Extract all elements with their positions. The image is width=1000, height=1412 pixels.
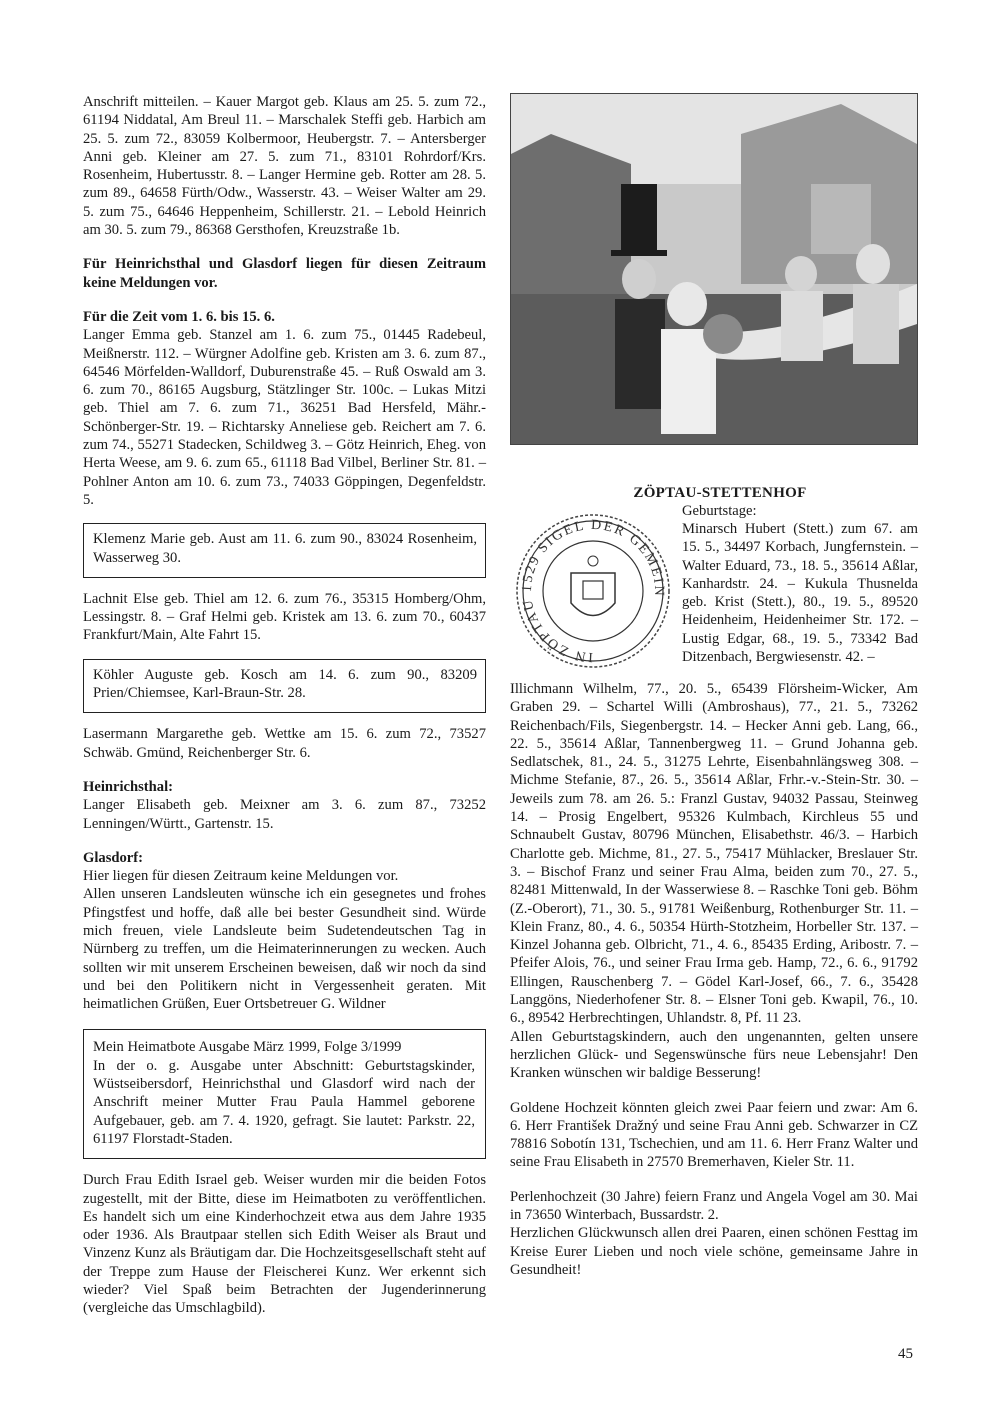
- golden-wedding-paragraph: Goldene Hochzeit könnten gleich zwei Paar feiern und zwar: Am 6. 6. Herr František Dražný und seine Frau Anni geb. Schwarzer in CZ 78816 Sobotín 131, Tschechien, und am 11. 6. Herr Franz Walter und seine Frau Elisabeth in 27570 Bremerhaven, Kieler Str. 11.: [510, 1099, 918, 1171]
- right-column: [510, 680, 918, 1279]
- municipal-seal: [511, 503, 676, 673]
- birthday-list-june-2: Lachnit Else geb. Thiel am 12. 6. zum 76., 35315 Homberg/Ohm, Lessingstr. 8. – Graf Helmi geb. Kristek am 13. 6. zum 70., 60437 Frankfurt/Main, Alte Fahrt 15.: [83, 590, 486, 644]
- photo-description: Durch Frau Edith Israel geb. Weiser wurden mir die beiden Fotos zugestellt, mit der Bitte, diese im Heimatboten zu veröffentlichen. Es handelt sich um eine Kinderhochzeit etwa aus dem Jahre 1935 oder 1936. Als Brautpaar stellen sich Edith Weiser als Braut und Vinzenz Kunz als Bräutigam dar. Die Hochzeitsgesellschaft steht auf der Treppe zum Hause der Fleischerei Kunz. Wer erkennt sich wieder? Viel Spaß beim Betrachten der Jugenderinnerung (vergleiche das Umschlagbild).: [83, 1172, 486, 1317]
- birthday-list-stettenhof-start: Minarsch Hubert (Stett.) zum 67. am 15. 5., 34497 Korbach, Jungfernstein. – Walter Eduard, 73., 18. 5., 35614 Aßlar, Kanhardstr. 24. – Kukula Thusnelda geb. Krist (Stett.), 80., 19. 5., 89520 Heidenheim, Heidenheimer Str. 172. – Lustig Edgar, 68., 19. 5., 73342 Bad Ditzenbach, Bergwiesenstr. 42. –: [682, 521, 918, 666]
- birthdays-intro: [682, 502, 918, 520]
- correction-box: [83, 1029, 486, 1159]
- glasdorf-notice: Hier liegen für diesen Zeitraum keine Meldungen vor.: [83, 868, 399, 885]
- wishes-paragraph: Allen Geburtstagskindern, auch den ungenannten, gelten unsere herzlichen Glück- und Segenswünsche fürs neue Lebensjahr! Den Kranken wünschen wir baldige Besserung!: [510, 1028, 918, 1082]
- wedding-photo: [510, 93, 918, 445]
- correction-title: Mein Heimatbote Ausgabe März 1999, Folge 3/1999: [93, 1039, 402, 1056]
- greeting-paragraph: Allen unseren Landsleuten wünsche ich ein gesegnetes und frohes Pfingstfest und hoffe, daß alle bei bester Gesundheit sind. Würde mich freuen, viele Landsleute beim Sudetendeutschen Tag in Nürnberg zu treffen, um die Heimaterinnerungen zu wecken. Auch sollten wir mit unserem Erscheinen beweisen, daß wir noch da sind und bei den Politikern nicht in Vergessenheit geraten. Mit heimatlichen Grüßen, Euer Ortsbetreuer G. Wildner: [83, 886, 486, 1013]
- seal-image: [511, 503, 676, 673]
- svg-text:IN ZÖPTAU 1529 SIGEL DER GEMEI: [520, 518, 666, 664]
- congratulations-paragraph: Herzlichen Glückwunsch allen drei Paaren, einen schönen Festtag im Kreise Eurer Lieben und noch viele schöne, gemeinsame Jahre in Gesundheit!: [510, 1225, 918, 1278]
- page-number: 45: [898, 1346, 913, 1362]
- period-heading: Für die Zeit vom 1. 6. bis 15. 6.: [83, 308, 275, 325]
- section-heading-zoeptau: ZÖPTAU-STETTENHOF: [633, 485, 807, 501]
- correction-text: In der o. g. Ausgabe unter Abschnitt: Geburtstagskinder, Wüstseibersdorf, Heinrichsthal und Glasdorf wird nach der Anschrift meiner Mutter Frau Paula Hammel geborene Aufgebauer, geb. am 7. 4. 1920, gefragt. Sie lautet: Parkstr. 22, 61197 Florstadt-Staden.: [93, 1057, 475, 1147]
- heinrichsthal-entry: Langer Elisabeth geb. Meixner am 3. 6. zum 87., 73252 Lenningen/Württ., Gartenstr. 15.: [83, 797, 486, 832]
- highlight-box-koehler: [83, 659, 486, 714]
- left-column: [83, 93, 486, 1318]
- birthday-list-may: Anschrift mitteilen. – Kauer Margot geb. Klaus am 25. 5. zum 72., 61194 Niddatal, Am Breul 11. – Marschalek Steffi geb. Harbich am 25. 5. zum 72., 83059 Kolbermoor, Heubergstr. 7. – Antersberger Anni geb. Kleiner am 27. 5. zum 71., 83101 Rohrdorf/Krs. Rosenheim, Hubertusstr. 8. – Langer Hermine geb. Rotter am 28. 5. zum 89., 64658 Fürth/Odw., Wasserstr. 43. – Weiser Walter am 29. 5. zum 75., 64646 Heppenheim, Schillerstr. 21. – Lebold Heinrich am 30. 5. zum 79., 86368 Gersthofen, Kreuzstraße 1b.: [83, 94, 486, 239]
- box-text: Köhler Auguste geb. Kosch am 14. 6. zum 90., 83209 Prien/Chiemsee, Karl-Braun-Str. 28.: [93, 666, 477, 702]
- seal-ring-text: IN ZÖPTAU 1529 SIGEL DER GEMEIN: [519, 517, 667, 665]
- birthday-list-june: Langer Emma geb. Stanzel am 1. 6. zum 75., 01445 Radebeul, Meißnerstr. 112. – Würgner Adolfine geb. Kristen am 3. 6. zum 87., 64546 Mörfelden-Walldorf, Duburenstraße 45. – Ruß Oswald am 3. 6. zum 70., 86165 Augsburg, Stätzlinger Str. 100c. – Lukas Mitzi geb. Thiel am 7. 6. zum 71., 36251 Bad Hersfeld, Mähr.-Schönberger-Str. 19. – Richtarsky Anneliese geb. Reichert am 7. 6. zum 74., 55271 Stadecken, Schildweg 3. – Götz Heinrich, Eheg. von Herta Weese, am 9. 6. zum 65., 61118 Bad Vilbel, Berliner Str. 81. – Pohlner Anton am 10. 6. zum 73., 74033 Göppingen, Degenfeldstr. 5.: [83, 327, 486, 508]
- birthdays-label: Geburtstage:: [682, 503, 757, 519]
- heinrichsthal-heading: Heinrichsthal:: [83, 778, 173, 795]
- highlight-box-klemenz: [83, 523, 486, 578]
- no-reports-notice: Für Heinrichsthal und Glasdorf liegen für diesen Zeitraum keine Meldungen vor.: [83, 256, 486, 291]
- pearl-wedding-paragraph: Perlenhochzeit (30 Jahre) feiern Franz und Angela Vogel am 30. Mai in 73650 Winterbach, Bussardstr. 2.: [510, 1188, 918, 1224]
- birthday-list-right-top: [682, 520, 918, 666]
- box-text: Klemenz Marie geb. Aust am 11. 6. zum 90., 83024 Rosenheim, Wasserweg 30.: [93, 531, 477, 566]
- birthday-lasermann: Lasermann Margarethe geb. Wettke am 15. 6. zum 72., 73527 Schwäb. Gmünd, Reichenberger Str. 6.: [83, 726, 486, 761]
- birthday-list-stettenhof: Illichmann Wilhelm, 77., 20. 5., 65439 Flörsheim-Wicker, Am Graben 29. – Schartel Willi (Ambroshaus), 77., 21. 5., 73262 Reichenbach/Fils, Siegenbergstr. 14. – Hecker Anni geb. Lang, 66., 22. 5., 35614 Aßlar, Tannenbergweg 11. – Grund Johanna geb. Sedlatschek, 81., 24. 5., 31275 Lehrte, Eisenbahnlängsweg 308. – Michme Stefanie, 87., 26. 5., 35614 Aßlar, Frhr.-v.-Stein-Str. 30. – Jeweils zum 78. am 26. 5.: Franzl Gustav, 94032 Passau, Steinweg 14. – Prosig Engelbert, 95326 Kulmbach, Kirchleus 55 und Schnaubelt Gustav, 80796 München, Elisabethstr. 46/3. – Harbich Charlotte geb. Michme, 81., 27. 5., 75417 Mühlacker, Breslauer Str. 3. – Bischof Franz und seiner Frau Alma, beiden zum 70., 27. 5., 82481 Mittenwald, In der Wasserwiese 8. – Raschke Toni geb. Böhm (Z.-Oberort), 71., 30. 5., 91781 Weißenburg, Rothenburger Str. 11. – Klein Franz, 80., 4. 6., 50354 Hürth-Stotzheim, Horbeller Str. 137. – Kinzel Johanna geb. Olbricht, 71., 4. 6., 85435 Erding, Aribostr. 7. – Pfeifer Alois, 76., und seiner Frau Irma geb. Hamp, 72., 6. 6., 91792 Ellingen, Rauschenberg 7. – Gödel Karl-Josef, 66., 7. 6., 35428 Langgöns, Niederhofener Str. 8. – Elsner Toni geb. Kwapil, 76., 10. 6., 89542 Herbrechtingen, Uhlandstr. 8, Pf. 11 23.: [510, 681, 918, 1027]
- glasdorf-heading: Glasdorf:: [83, 849, 143, 866]
- photo-illustration: [511, 94, 917, 444]
